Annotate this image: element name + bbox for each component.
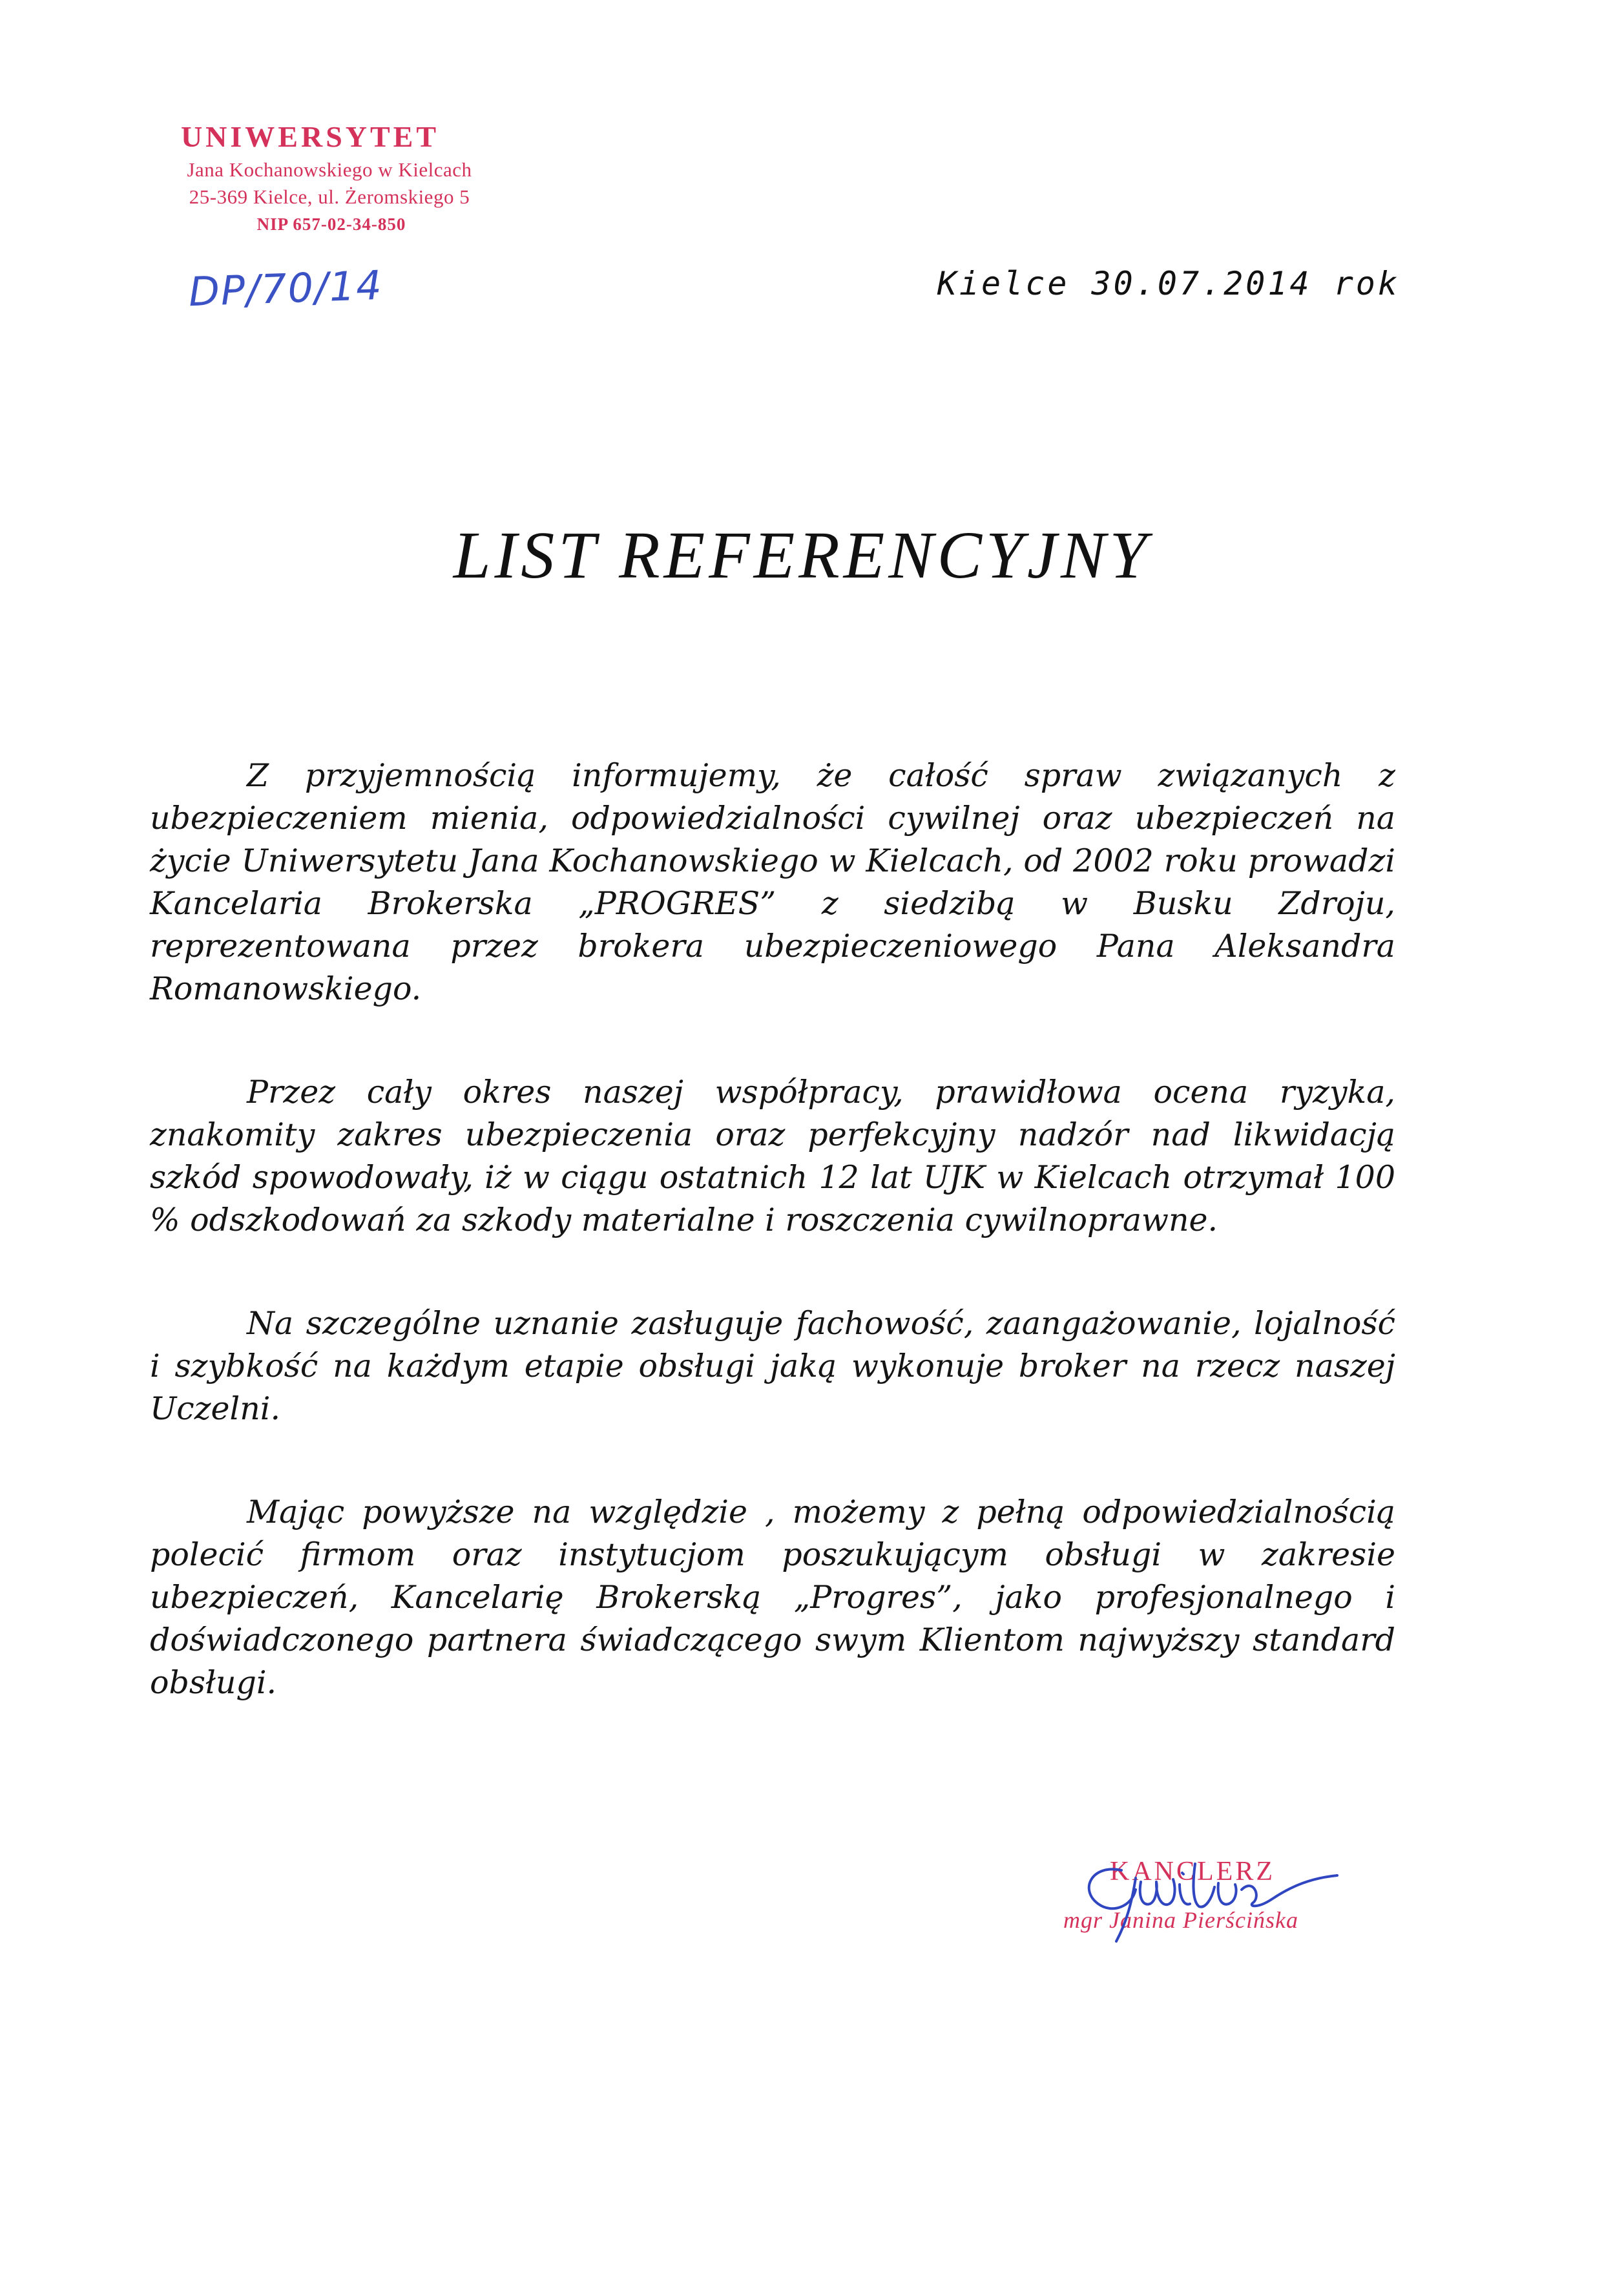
reference-number: DP/70/14 xyxy=(187,261,384,316)
stamp-nip: NIP 657-02-34-850 xyxy=(256,214,406,234)
university-stamp xyxy=(149,118,510,238)
signature-block xyxy=(1059,1844,1395,1961)
handwritten-signature xyxy=(1059,1844,1395,1961)
signatory-name: mgr Janina Pierścińska xyxy=(1063,1907,1298,1933)
letter-body xyxy=(150,755,1395,1765)
stamp-address-line-2: 25-369 Kielce, ul. Żeromskiego 5 xyxy=(189,185,470,208)
stamp-address-line-1: Jana Kochanowskiego w Kielcach xyxy=(187,158,472,181)
paragraph: Przez cały okres naszej współpracy, prawidłowa ocena ryzyka, znakomity zakres ubezpieczenia oraz perfekcyjny nadzór nad likwidacją szkód spowodowały, iż w ciągu ostatnich 12 lat UJK w Kielcach otrzymał 100 % odszkodowań za szkody materialne i roszczenia cywilnoprawne. xyxy=(150,1074,1395,1238)
stamp-title: UNIWERSYTET xyxy=(180,120,440,153)
document-date: Kielce 30.07.2014 rok xyxy=(937,265,1400,302)
paragraph: Z przyjemnością informujemy, że całość spraw związanych z ubezpieczeniem mienia, odpowiedzialności cywilnej oraz ubezpieczeń na życie Uniwersytetu Jana Kochanowskiego w Kielcach, od 2002 roku prowadzi Kancelaria Brokerska „PROGRES” z siedzibą w Busku Zdroju, reprezentowana przez brokera ubezpieczeniowego Pana Aleksandra Romanowskiego. xyxy=(150,757,1395,1007)
document-title: LIST REFERENCYJNY xyxy=(453,518,1151,592)
paragraph: Mając powyższe na względzie , możemy z pełną odpowiedzialnością polecić firmom oraz instytucjom poszukującym obsługi w zakresie ubezpieczeń, Kancelarię Brokerską „Progres”, jako profesjonalnego i doświadczonego partnera świadczącego swym Klientom najwyższy standard obsługi. xyxy=(150,1494,1395,1701)
signature-role-stamp: KANCLERZ xyxy=(1110,1857,1275,1886)
paragraph: Na szczególne uznanie zasługuje fachowość, zaangażowanie, lojalność i szybkość na każdym etapie obsługi jaką wykonuje broker na rzecz naszej Uczelni. xyxy=(150,1305,1395,1427)
